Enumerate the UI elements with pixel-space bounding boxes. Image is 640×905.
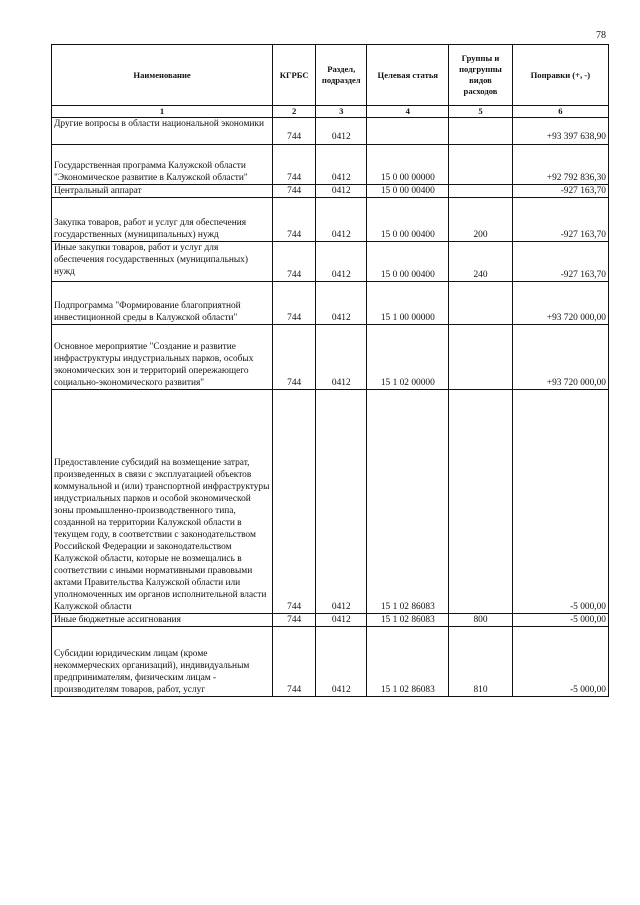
row-group: 810	[449, 627, 512, 697]
column-index: 4	[367, 106, 449, 118]
column-index: 1	[52, 106, 273, 118]
row-target: 15 0 00 00400	[367, 242, 449, 282]
table-row	[52, 185, 609, 198]
row-amount: +93 720 000,00	[512, 282, 608, 325]
row-name: Иные закупки товаров, работ и услуг для обеспечения государственных (муниципальных) нужд	[52, 242, 273, 282]
row-section: 0412	[316, 325, 367, 390]
row-section: 0412	[316, 242, 367, 282]
row-kgrbs: 744	[273, 282, 316, 325]
row-group	[449, 390, 512, 614]
row-name: Центральный аппарат	[52, 185, 273, 198]
row-target: 15 0 00 00000	[367, 145, 449, 185]
row-name: Основное мероприятие "Создание и развитие инфраструктуры индустриальных парков, особых экономических зон и территорий опережающего социально-экономического развития"	[52, 325, 273, 390]
row-section: 0412	[316, 198, 367, 242]
row-group: 200	[449, 198, 512, 242]
column-index: 2	[273, 106, 316, 118]
row-amount: +92 792 836,30	[512, 145, 608, 185]
row-section: 0412	[316, 185, 367, 198]
row-target: 15 1 02 86083	[367, 614, 449, 627]
row-group	[449, 325, 512, 390]
row-kgrbs: 744	[273, 198, 316, 242]
row-section: 0412	[316, 282, 367, 325]
row-name: Государственная программа Калужской области "Экономическое развитие в Калужской области"	[52, 145, 273, 185]
header-name: Наименование	[52, 45, 273, 106]
row-target: 15 0 00 00400	[367, 185, 449, 198]
header-kgrbs: КГРБС	[273, 45, 316, 106]
row-group	[449, 185, 512, 198]
row-kgrbs: 744	[273, 145, 316, 185]
row-group	[449, 118, 512, 145]
column-index-row	[52, 106, 609, 118]
row-section: 0412	[316, 118, 367, 145]
row-kgrbs: 744	[273, 390, 316, 614]
header-amendment: Поправки (+, -)	[512, 45, 608, 106]
row-name: Подпрограмма "Формирование благоприятной инвестиционной среды в Калужской области"	[52, 282, 273, 325]
column-index: 3	[316, 106, 367, 118]
table-row	[52, 118, 609, 145]
row-section: 0412	[316, 145, 367, 185]
row-kgrbs: 744	[273, 118, 316, 145]
row-name: Закупка товаров, работ и услуг для обеспечения государственных (муниципальных) нужд	[52, 198, 273, 242]
header-section: Раздел, подраздел	[316, 45, 367, 106]
row-amount: -927 163,70	[512, 198, 608, 242]
row-section: 0412	[316, 614, 367, 627]
table-row	[52, 614, 609, 627]
page-number: 78	[596, 30, 606, 41]
row-amount: +93 720 000,00	[512, 325, 608, 390]
row-target: 15 0 00 00400	[367, 198, 449, 242]
row-group: 800	[449, 614, 512, 627]
table-row	[52, 390, 609, 614]
row-section: 0412	[316, 627, 367, 697]
table-row	[52, 145, 609, 185]
table-row	[52, 325, 609, 390]
row-name: Предоставление субсидий на возмещение затрат, произведенных в связи с эксплуатацией объектов коммунальной и (или) транспортной инфраструктуры индустриальных парков и особой экономической зоны промышленно-производственного типа, созданной на территории Калужской области в текущем году, в соответствии с законодательством Российской Федерации и законодательством Калужской области, которые не возмещались в соответствии с иными нормативными правовыми актами Правительства Калужской области или уполномоченных им органов исполнительной власти Калужской области	[52, 390, 273, 614]
row-target: 15 1 02 00000	[367, 325, 449, 390]
row-name: Другие вопросы в области национальной экономики	[52, 118, 273, 145]
row-amount: +93 397 638,90	[512, 118, 608, 145]
row-group	[449, 145, 512, 185]
column-index: 6	[512, 106, 608, 118]
budget-amendment-table	[51, 44, 609, 697]
row-kgrbs: 744	[273, 614, 316, 627]
row-name: Иные бюджетные ассигнования	[52, 614, 273, 627]
row-target	[367, 118, 449, 145]
row-group: 240	[449, 242, 512, 282]
row-kgrbs: 744	[273, 242, 316, 282]
column-index: 5	[449, 106, 512, 118]
table-header-row	[52, 45, 609, 106]
header-target: Целевая статья	[367, 45, 449, 106]
row-amount: -5 000,00	[512, 390, 608, 614]
row-amount: -5 000,00	[512, 627, 608, 697]
row-amount: -5 000,00	[512, 614, 608, 627]
header-group: Группы и подгруппы видов расходов	[449, 45, 512, 106]
row-target: 15 1 02 86083	[367, 390, 449, 614]
row-amount: -927 163,70	[512, 185, 608, 198]
row-kgrbs: 744	[273, 185, 316, 198]
row-kgrbs: 744	[273, 325, 316, 390]
table-row	[52, 242, 609, 282]
row-section: 0412	[316, 390, 367, 614]
row-name: Субсидии юридическим лицам (кроме некоммерческих организаций), индивидуальным предпринимателям, физическим лицам - производителям товаров, работ, услуг	[52, 627, 273, 697]
row-target: 15 1 00 00000	[367, 282, 449, 325]
row-amount: -927 163,70	[512, 242, 608, 282]
row-target: 15 1 02 86083	[367, 627, 449, 697]
table-row	[52, 198, 609, 242]
row-kgrbs: 744	[273, 627, 316, 697]
table-row	[52, 282, 609, 325]
row-group	[449, 282, 512, 325]
table-row	[52, 627, 609, 697]
